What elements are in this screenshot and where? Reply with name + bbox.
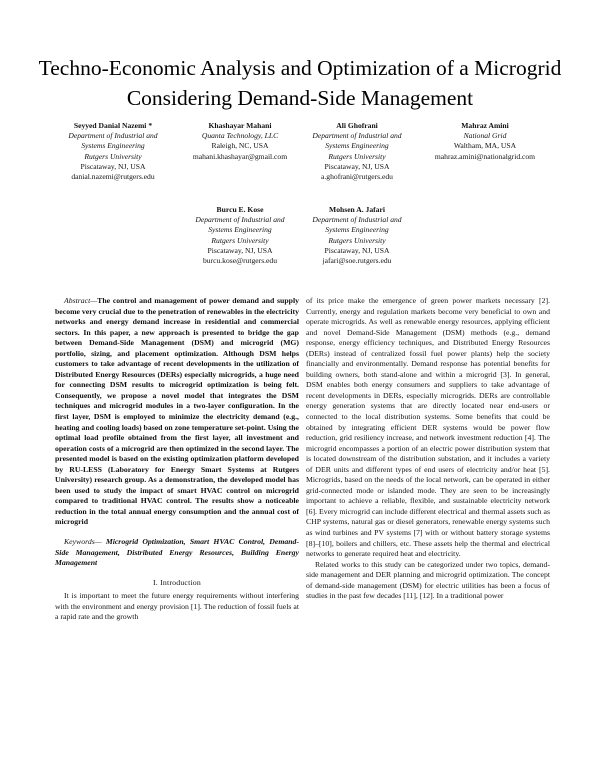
author-affiliation: Rutgers University: [328, 235, 386, 245]
author-email: danial.nazemi@rutgers.edu: [71, 172, 155, 182]
paper-title: Techno-Economic Analysis and Optimization of a Microgrid Considering Demand-Side Management: [38, 56, 562, 110]
author-block-4: [410, 121, 560, 162]
right-column: [306, 296, 550, 602]
abstract-text: The control and management of power demand and supply become very crucial due to the penetration of renewables in the electricity networks and energy demand increase in residential and commercial sectors. In this paper, a new approach is presented to bridge the gap between Demand-Side Management (DSM) and microgrid (MG) portfolio, sizing, and placement optimization. Although DSM helps customers to take advantage of recent developments in the utilization of Distributed Energy Resources (DERs) especially microgrids, a huge need for connecting DSM results to microgrid optimization is being felt. Consequently, we propose a novel model that integrates the DSM techniques and microgrid modules in a two-layer configuration. In the first layer, DSM is employed to minimize the electricity demand (e.g., heating and cooling loads) based on zone temperature set-point. Using the optimal load profile obtained from the first layer, all investment and operation costs of a microgrid are then optimized in the second layer. The presented model is based on the existing optimization platform developed by RU-LESS (Laboratory for Energy Smart Systems at Rutgers University) research group. As a demonstration, the developed model has been used to study the impact of smart HVAC control on microgrid compared to traditional HVAC control. The results show a noticeable reduction in the total annual energy consumption and the annual cost of microgrid: [55, 296, 299, 527]
author-block-6: [282, 205, 432, 266]
body-paragraph: of its price make the emergence of green power markets necessary [2]. Currently, energy and regulation markets become very beneficial to own and operate microgrids. As well as renewable energy resources, applying efficient and novel Demand-Side Management (DSM) methods (e.g., demand response, energy efficiency techniques, and Distributed Energy Resources (DERs) instead of centralized fossil fuel power plants) help the society financially and environmentally. Demand response has potential benefits for building owners, both stand-alone and within a microgrid [3]. In general, DSM enables both energy consumers and suppliers to take advantage of recent developments in DERs, especially microgrids. DERs are controllable energy generation systems that are directly located near end-users or connected to the local distribution systems. Some benefits that could be obtained by integrating efficient DER systems would be power flow reduction, grid resiliency increase, and network investment reduction [4]. The microgrid encompasses a portion of an electric power distribution system that is located downstream of the distribution substation, and it includes a variety of DER units and different types of end users of electricity and/or heat [5]. Microgrids, based on the needs of the local network, can be operated in either grid-connected mode or islanded mode. They are seen to be increasingly important to achieve a reliable, flexible, and sustainable electricity network [6]. Every microgrid can include different electrical and thermal assets such as CHP systems, natural gas or diesel generators, renewable energy systems such as wind turbines and PV systems [7] with or without battery storage systems [8]–[10], boilers and chillers, etc. These assets help the thermal and electrical networks to generate required heat and electricity.: [306, 296, 550, 559]
author-location: Piscataway, NJ, USA: [207, 245, 273, 255]
left-column: [55, 296, 299, 623]
keywords-label: Keywords—: [64, 537, 102, 547]
author-email: a.ghofrani@rutgers.edu: [321, 172, 393, 182]
author-email: jafari@soe.rutgers.edu: [322, 256, 392, 266]
abstract: [55, 296, 299, 528]
author-affiliation: Systems Engineering: [325, 225, 389, 235]
author-affiliation: Systems Engineering: [325, 141, 389, 151]
abstract-label: Abstract—: [64, 296, 98, 305]
author-affiliation: National Grid: [463, 131, 507, 141]
author-affiliation: Department of Industrial and: [312, 131, 402, 141]
author-name: Mohsen A. Jafari: [329, 205, 385, 214]
author-name: Seyyed Danial Nazemi *: [73, 121, 153, 130]
author-affiliation: Department of Industrial and: [312, 215, 402, 225]
author-location: Piscataway, NJ, USA: [324, 245, 390, 255]
author-affiliation: Systems Engineering: [81, 141, 145, 151]
body-paragraph: Related works to this study can be categorized under two topics, demand-side management and DER planning and microgrid optimization. The concept of demand-side management (DSM) for electric utilities has been a focus of studies in the past few decades [11], [12]. In a traditional power: [306, 559, 550, 601]
author-location: Waltham, MA, USA: [453, 141, 517, 151]
author-email: mahani.khashayar@gmail.com: [192, 151, 288, 161]
author-email: burcu.kose@rutgers.edu: [202, 256, 278, 266]
author-affiliation: Department of Industrial and: [68, 131, 158, 141]
author-affiliation: Quanta Technology, LLC: [201, 131, 279, 141]
author-affiliation: Department of Industrial and: [195, 215, 285, 225]
author-location: Raleigh, NC, USA: [211, 141, 269, 151]
author-name: Ali Ghofrani: [336, 121, 378, 130]
author-name: Mahraz Amini: [461, 121, 509, 130]
author-affiliation: Rutgers University: [84, 151, 142, 161]
author-affiliation: Systems Engineering: [208, 225, 272, 235]
keywords: [55, 537, 299, 569]
author-affiliation: Rutgers University: [211, 235, 269, 245]
author-name: Khashayar Mahani: [208, 121, 272, 130]
author-affiliation: Rutgers University: [328, 151, 386, 161]
keywords-text: Microgrid Optimization, Smart HVAC Control, Demand-Side Management, Distributed Energy Resources, Building Energy Management: [55, 537, 299, 568]
section-heading: I. Introduction: [152, 577, 202, 587]
author-location: Piscataway, NJ, USA: [324, 161, 390, 171]
author-email: mahraz.amini@nationalgrid.com: [434, 151, 536, 161]
author-name: Burcu E. Kose: [216, 205, 264, 214]
intro-paragraph: It is important to meet the future energy requirements without interfering with the environment and energy provision [1]. The reduction of fossil fuels at a rapid rate and the growth: [55, 591, 299, 622]
author-location: Piscataway, NJ, USA: [80, 161, 146, 171]
